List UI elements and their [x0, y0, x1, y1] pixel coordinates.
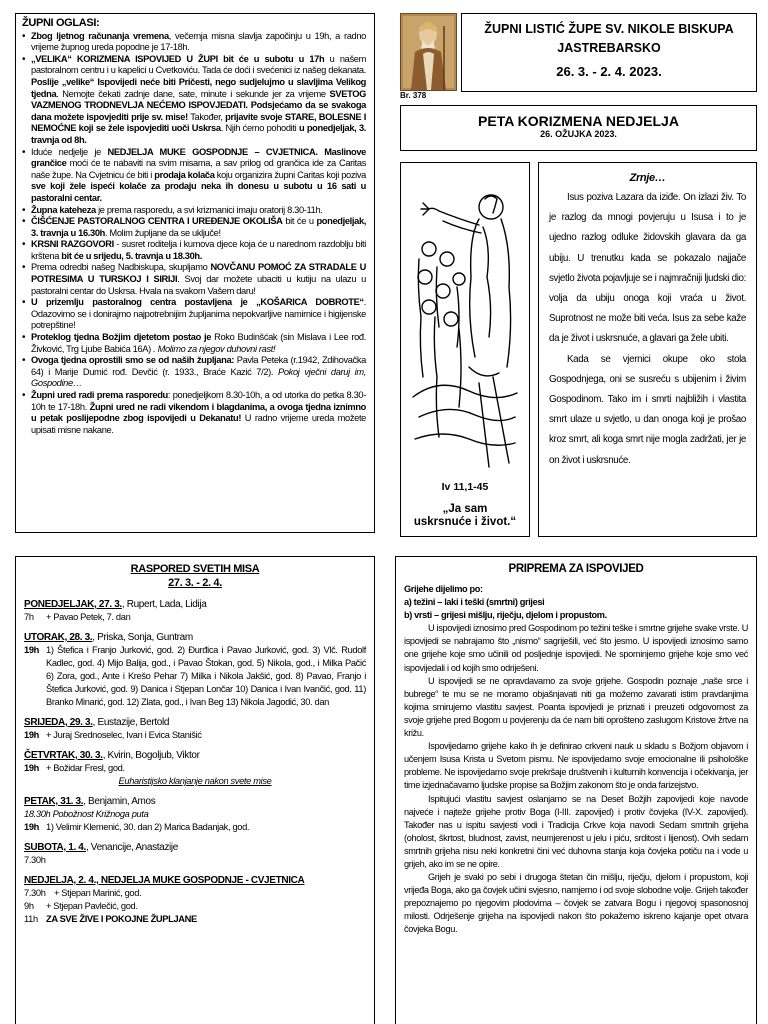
announcement-text: u ponedjeljak, 3. travnja od 8h. [31, 123, 366, 145]
mass-time: 19h [24, 763, 39, 773]
announcement-text: Župni ured radi prema rasporedu [31, 390, 168, 400]
announcement-text: Župna kateheza [31, 204, 96, 215]
mass-row [24, 913, 366, 926]
announcement-text: Roko Budinšćak (sin Mislava i Lee rođ. Živković, Trg Ljube Babića 16A) [31, 332, 366, 354]
announcement-text: Zbog ljetnog računanja vremena [31, 30, 169, 41]
day-name: UTORAK, 28. 3. [24, 632, 93, 643]
day-saints: , Rupert, Lada, Lidija [121, 599, 207, 610]
bulletin-title-line2: JASTREBARSKO [557, 41, 661, 55]
mass-schedule [15, 556, 375, 1024]
mass-time: 11h [24, 914, 38, 924]
schedule-day [24, 795, 366, 834]
confession-paragraph: Ispitujući vlastitu savjest oslanjamo se na Deset Božjih zapovijedi koje navode najveće i najteže grijehe protiv Boga (I-III. zapovijed) i protiv čovjeka (IV-X. zapovijed). Također nas u ispitu savjesti vodi i Tradicija Crkve koja navodi Sedam smrtnih grijeha (oholost, škrtost, bludnost, zavist, neumjerenost u jelu i piću, srditost i lijenost). Ovih sedam smrtnih grijeha nisu neki konkretni čini već duhovna stanja koja čovjeka potiču na i vode u grijeh, ako im se ne opire. [404, 793, 748, 869]
issue-number: Br. 378 [400, 91, 427, 100]
announcement-text: SVETOG VAZMENOG TRODNEVLJA NEĆEMO ISPOVJEDATI. Podsjećamo da se svakoga dana možete ispovjediti prije sv. mise! [31, 88, 366, 122]
bulletin-dates: 26. 3. - 2. 4. 2023. [556, 64, 662, 79]
zrnje-paragraph-1: Isus poziva Lazara da iziđe. On izlazi živ. To je razlog da mnogi povjeruju u Isusa i to je ujedno razlog odluke židovskih glavara da ga ubiju. U trenutku kada se pokazalo najjače svjetlo života pojavljuje se i najmračniji ljudski dio: volja da ubiju onoga koji vraća u život. Suprotnost ne može biti veća. Isus za sebe kaže da je život i uskrsnuće, a glavari ga žele ubiti. [549, 192, 746, 345]
schedule-day [24, 874, 366, 926]
mass-intention: + Božidar Fresl, god. [46, 763, 125, 773]
confession-intro-2: a) težini – laki i teški (smrtni) grijesi [404, 597, 545, 608]
announcement-text: u našem pastoralnom centru i u kapelici u Cvetkoviću. Tada će doći i svećenici iz našeg dekanata. [31, 53, 366, 76]
day-heading [24, 841, 366, 854]
mass-intention: 1) Štefica i Franjo Jurković, god. 2) Đurđica i Pavao Jurković, god. 3) Vlč. Rudolf Kadlec, god. 4) Mijo Balija, god., i Pavao Štokan, god. 5) Nikola, god., i Milka Pačić 6) Zora, god., Ante i Krešo Pehar 7) Milka i Nikola Jakšić, god. 8) Pavao, Franjo i Štefica Jurković, god. 9) Danica i Stjepan Lončar 10) Danica i Ivan Ivančić, god. 11) Branko Minarić, god. 12) Zlata, god., i Ivan Beg 13) Nikola Jagodić, 30. dan [46, 645, 366, 707]
mass-time: 19h [24, 645, 39, 655]
announcement-text: . Odazovimo se i donirajmo najpotrebnijim župljanima nepokvarljive namirnice i higijenske potrepštine! [31, 297, 366, 331]
confession-paragraph: Ispovijedamo grijehe kako ih je definirao crkveni nauk u skladu s Božjom objavom i učenjem Isusa Krista u Svetom pismu. Ne ispovijedamo svoje emocionalne ili psihološke probleme. Ne ispovijedamo svoje prekršaje društvenih i kulturnih konvencija i očekivanja, jer time izjednačavamo ljudske propise sa Božjim zakonom što je onda farizejstvo. [404, 741, 748, 791]
announcement-item [31, 31, 366, 54]
mass-row [24, 900, 366, 913]
announcement-item [31, 262, 366, 297]
jesus-raising-lazarus-illustration [409, 167, 521, 473]
mass-row [24, 762, 366, 775]
day-saints: , Priska, Sonja, Guntram [92, 632, 193, 643]
announcement-item [31, 54, 366, 147]
announcement-item [31, 147, 366, 205]
announcement-text: . Nemojte čekati zadnje dane, sate, minute i sekunde jer za vrijeme [56, 88, 330, 99]
announcement-text: . Molimo za njegov duhovni rast! [153, 343, 276, 354]
day-name: SRIJEDA, 29. 3. [24, 717, 93, 728]
announcement-text: je prema rasporedu, a svi krizmanici imaju oratorij 8.30-11h. [95, 204, 323, 215]
schedule-day [24, 749, 366, 788]
mass-row [24, 729, 366, 742]
mass-time: 7.30h [24, 888, 46, 898]
day-name: PETAK, 31. 3. [24, 796, 84, 807]
confession-paragraph: U ispovijedi se ne opravdavamo za svoje grijehe. Gospodin poznaje „naše srce i bubrege“ te mu se ne moramo objašnjavati niti ga možemo zavarati istim pravdanjima kojima smirujemo vlastitu savjest. Poanta ispovijedi je priznati i preuzeti odgovornost za svoje grijehe pred Bogom u povjerenju da će nam biti oprošteno zaslugom Kristove žrtve na križu. [404, 675, 748, 739]
day-note: Euharistijsko klanjanje nakon svete mise [118, 776, 272, 786]
day-heading [24, 598, 366, 611]
announcement-text: Također, [187, 111, 226, 122]
day-mass-time: 7.30h [24, 855, 46, 865]
sunday-title-box [400, 105, 757, 151]
confession-intro-1: Grijehe dijelimo po: [404, 584, 483, 594]
announcement-text: ponedjeljak, 3. travnja u 16.30h [31, 216, 366, 238]
schedule-days [24, 598, 366, 926]
mass-time: 7h [24, 612, 34, 622]
mass-time: 9h [24, 901, 34, 911]
announcement-text: NOVČANU POMOĆ ZA STRADALE U POTRESIMA U TURSKOJ I SIRIJI [31, 262, 366, 285]
mass-time: 19h [24, 730, 39, 740]
announcement-item [31, 355, 366, 390]
confession-paragraphs [404, 622, 748, 936]
announcement-text: U radno vrijeme ureda možete upisati misne nakane. [31, 413, 366, 435]
announcement-text: , večernja misna slavlja započinju u 19h, a radno vrijeme župnog ureda popodne je 17-18h. [31, 30, 366, 53]
parish-announcements [15, 13, 375, 533]
announcement-item [31, 390, 366, 436]
day-heading [24, 631, 366, 644]
announcement-text: koju organizira župni Caritas koji poziva [214, 169, 366, 180]
announcement-item [31, 205, 366, 217]
announcement-text: ČIŠĆENJE PASTORALNOG CENTRA I UREĐENJE OKOLIŠA [31, 216, 283, 227]
day-name: PONEDJELJAK, 27. 3. [24, 599, 122, 610]
day-saints: , Kvirin, Bogoljub, Viktor [102, 750, 200, 761]
announcement-item [31, 297, 366, 332]
announcement-item [31, 216, 366, 239]
announcement-text: bit će u [282, 216, 317, 227]
confession-preparation [395, 556, 757, 1024]
mass-intention: + Stjepan Pavlečić, god. [46, 901, 138, 911]
announcement-text: KRSNI RAZGOVORI [31, 239, 114, 250]
announcement-text: . Njih ćemo pohoditi [220, 123, 299, 134]
announcement-text: - susret roditelja i kumova djece koja će u narednom razdoblju biti krštena [31, 239, 366, 261]
schedule-day [24, 598, 366, 624]
schedule-title: RASPORED SVETIH MISA [130, 563, 260, 575]
announcement-text: Pokoj vječni daruj im, Gospodine… [31, 366, 367, 389]
announcements-list [22, 31, 366, 437]
zrnje-title: Zrnje… [629, 172, 666, 184]
gospel-quote-line1: „Ja sam [442, 503, 488, 515]
gospel-quote-line2: uskrsnuće i život.“ [413, 516, 517, 528]
day-name: SUBOTA, 1. 4. [24, 842, 86, 853]
announcement-text: NEDJELJA MUKE GOSPODNJE – CVJETNICA. Maslinove grančice [31, 146, 367, 169]
day-name: NEDJELJA, 2. 4., NEDJELJA MUKE GOSPODNJE - CVJETNICA [24, 875, 305, 886]
bulletin-header [461, 13, 757, 92]
day-name: ČETVRTAK, 30. 3. [24, 750, 103, 761]
announcement-text: prodaja kolača [154, 169, 215, 180]
announcement-text: . Svoj dar možete ubaciti u kutiju na ulazu u pastoralni centar do Uskrsa. Hvala na svakom Vašem daru! [31, 274, 366, 296]
schedule-day [24, 841, 366, 867]
confession-paragraph: U ispovijedi iznosimo pred Gospodinom po težini teške i smrtne grijehe svake vrste. U ispovijedi se nabrajamo što „nismo“ sagriješili, već što jesmo. U ispovijedi iznosimo samo one grijehe koje smo učinili od posljednje ispovijedi. Ne spominjemo grijehe koje smo već ispovijedali i od kojih smo odriješeni. [404, 623, 748, 673]
announcement-text: prijavite svoje STARE, BOLESNE I NEMOĆNE koji se žele ispovjediti uoči Uskrsa [31, 111, 366, 134]
day-heading [24, 749, 366, 762]
mass-intention: + Juraj Srednoselec, Ivan i Evica Stanišić [46, 730, 202, 740]
day-saints: , Venancije, Anastazije [85, 842, 178, 853]
saint-nicholas-icon [400, 13, 457, 91]
announcements-title: ŽUPNI OGLASI: [22, 17, 100, 29]
announcement-text: Prema odredbi našeg Nadbiskupa, skupljamo [31, 262, 211, 273]
announcement-text: sve koji žele ispeći kolače za prodaju neka ih donesu u subotu u 16 sati u pastoralni centar. [31, 181, 366, 203]
mass-time: 19h [24, 822, 39, 832]
day-heading [24, 874, 366, 887]
announcement-text: bit će u srijedu, 5. travnja u 18.30h. [61, 250, 202, 261]
zrnje-reflection [538, 162, 757, 537]
mass-row [24, 821, 366, 834]
announcement-text: Ovoga tjedna oprostili smo se od naših župljana: [31, 355, 235, 366]
mass-intention: + Pavao Petek, 7. dan [46, 612, 131, 622]
zrnje-paragraph-2: Kada se vjernici okupe oko stola Gospodnjega, oni se susreću s ubijenim i živim Gospodinom. Tako im i smrti najbližih i vlastita smrt ulaze u svjetlo, u dan onoga koji je prošao kroz smrt, ali koga smrt nije mogla zadržati, jer je on život i uskrsnuće. [549, 353, 746, 466]
day-heading [24, 716, 366, 729]
announcement-text: „VELIKA“ KORIZMENA ISPOVIJED U ŽUPI bit će u subotu u 17h [31, 53, 325, 64]
gospel-illustration-box [400, 162, 530, 537]
day-devotion: 18.30h Pobožnost Križnoga puta [24, 809, 149, 819]
mass-intention: 1) Velimir Klemenić, 30. dan 2) Marica Badanjak, god. [46, 822, 250, 832]
announcement-text: U prizemlju pastoralnog centra postavljena je „KOŠARICA DOBROTE“ [31, 297, 364, 308]
confession-title: PRIPREMA ZA ISPOVIJED [508, 563, 644, 575]
announcement-text: Proteklog tjedna Božjim djetetom postao je [31, 332, 212, 343]
day-saints: , Benjamin, Amos [83, 796, 156, 807]
gospel-quote [401, 503, 529, 529]
schedule-day [24, 631, 366, 709]
announcement-text: Pavla Peteka (r.1942, Zdihovačka 64) i Marije Dumić rođ. Devčić (r. 1933., Braće Kazić 7/2). [31, 355, 366, 377]
schedule-day [24, 716, 366, 742]
announcement-text: moći će te nabaviti na svim misama, a sav prilog od grančica ide za Caritas naše župe. Na Cvjetnicu će biti i [31, 158, 366, 180]
announcement-text: Poslije „velike“ Ispovijedi neće biti Pričesti, nego sudjelujmo u slavljima Velikog tjedna [31, 76, 366, 99]
bulletin-title-line1: ŽUPNI LISTIĆ ŽUPE SV. NIKOLE BISKUPA [484, 22, 734, 36]
confession-intro-3: b) vrsti – grijesi mišlju, riječju, djelom i propustom. [404, 610, 607, 621]
day-heading [24, 795, 366, 808]
announcement-text: Iduće nedjelje je [31, 146, 108, 157]
mass-intention: ZA SVE ŽIVE I POKOJNE ŽUPLJANE [46, 914, 197, 924]
announcement-item [31, 239, 366, 262]
day-saints: , Eustazije, Bertold [92, 717, 170, 728]
sunday-title: PETA KORIZMENA NEDJELJA [478, 113, 679, 129]
announcement-text: Župni ured ne radi vikendom i blagdanima, a ovoga tjedna iznimno u petak poslijepodne zbog ispovijedi u Dekanatu! [31, 401, 367, 424]
mass-row [24, 644, 366, 709]
mass-row [24, 611, 366, 624]
announcement-item [31, 332, 366, 355]
gospel-reference: Iv 11,1-45 [441, 481, 489, 493]
mass-row [24, 887, 366, 900]
mass-intention: + Stjepan Marinić, god. [54, 888, 142, 898]
announcement-text: : ponedjeljkom 8.30-10h, a od utorka do petka 8.30-10h te 17-18h. [31, 390, 366, 412]
confession-paragraph: Grijeh je svaki po sebi i drugoga štetan čin mišlju, riječju, djelom i propustom, koji vrijeđa Boga, ako ga čovjek učini svjesno, namjerno i od svoje slobodne volje. Grijeh također prepoznajemo po njegovim plodovima – čovjek se zatvara Bogu i njegovoj spasonosnoj milosti. Odrješenje grijeha na ispovijedi nakon što pokažemo iskreno kajanje opet otvara čovjeka Bogu. [404, 872, 748, 935]
announcement-text: . Molim župljane da se uključe! [104, 227, 221, 238]
sunday-date: 26. OŽUJKA 2023. [540, 129, 617, 139]
schedule-range: 27. 3. - 2. 4. [168, 577, 222, 589]
